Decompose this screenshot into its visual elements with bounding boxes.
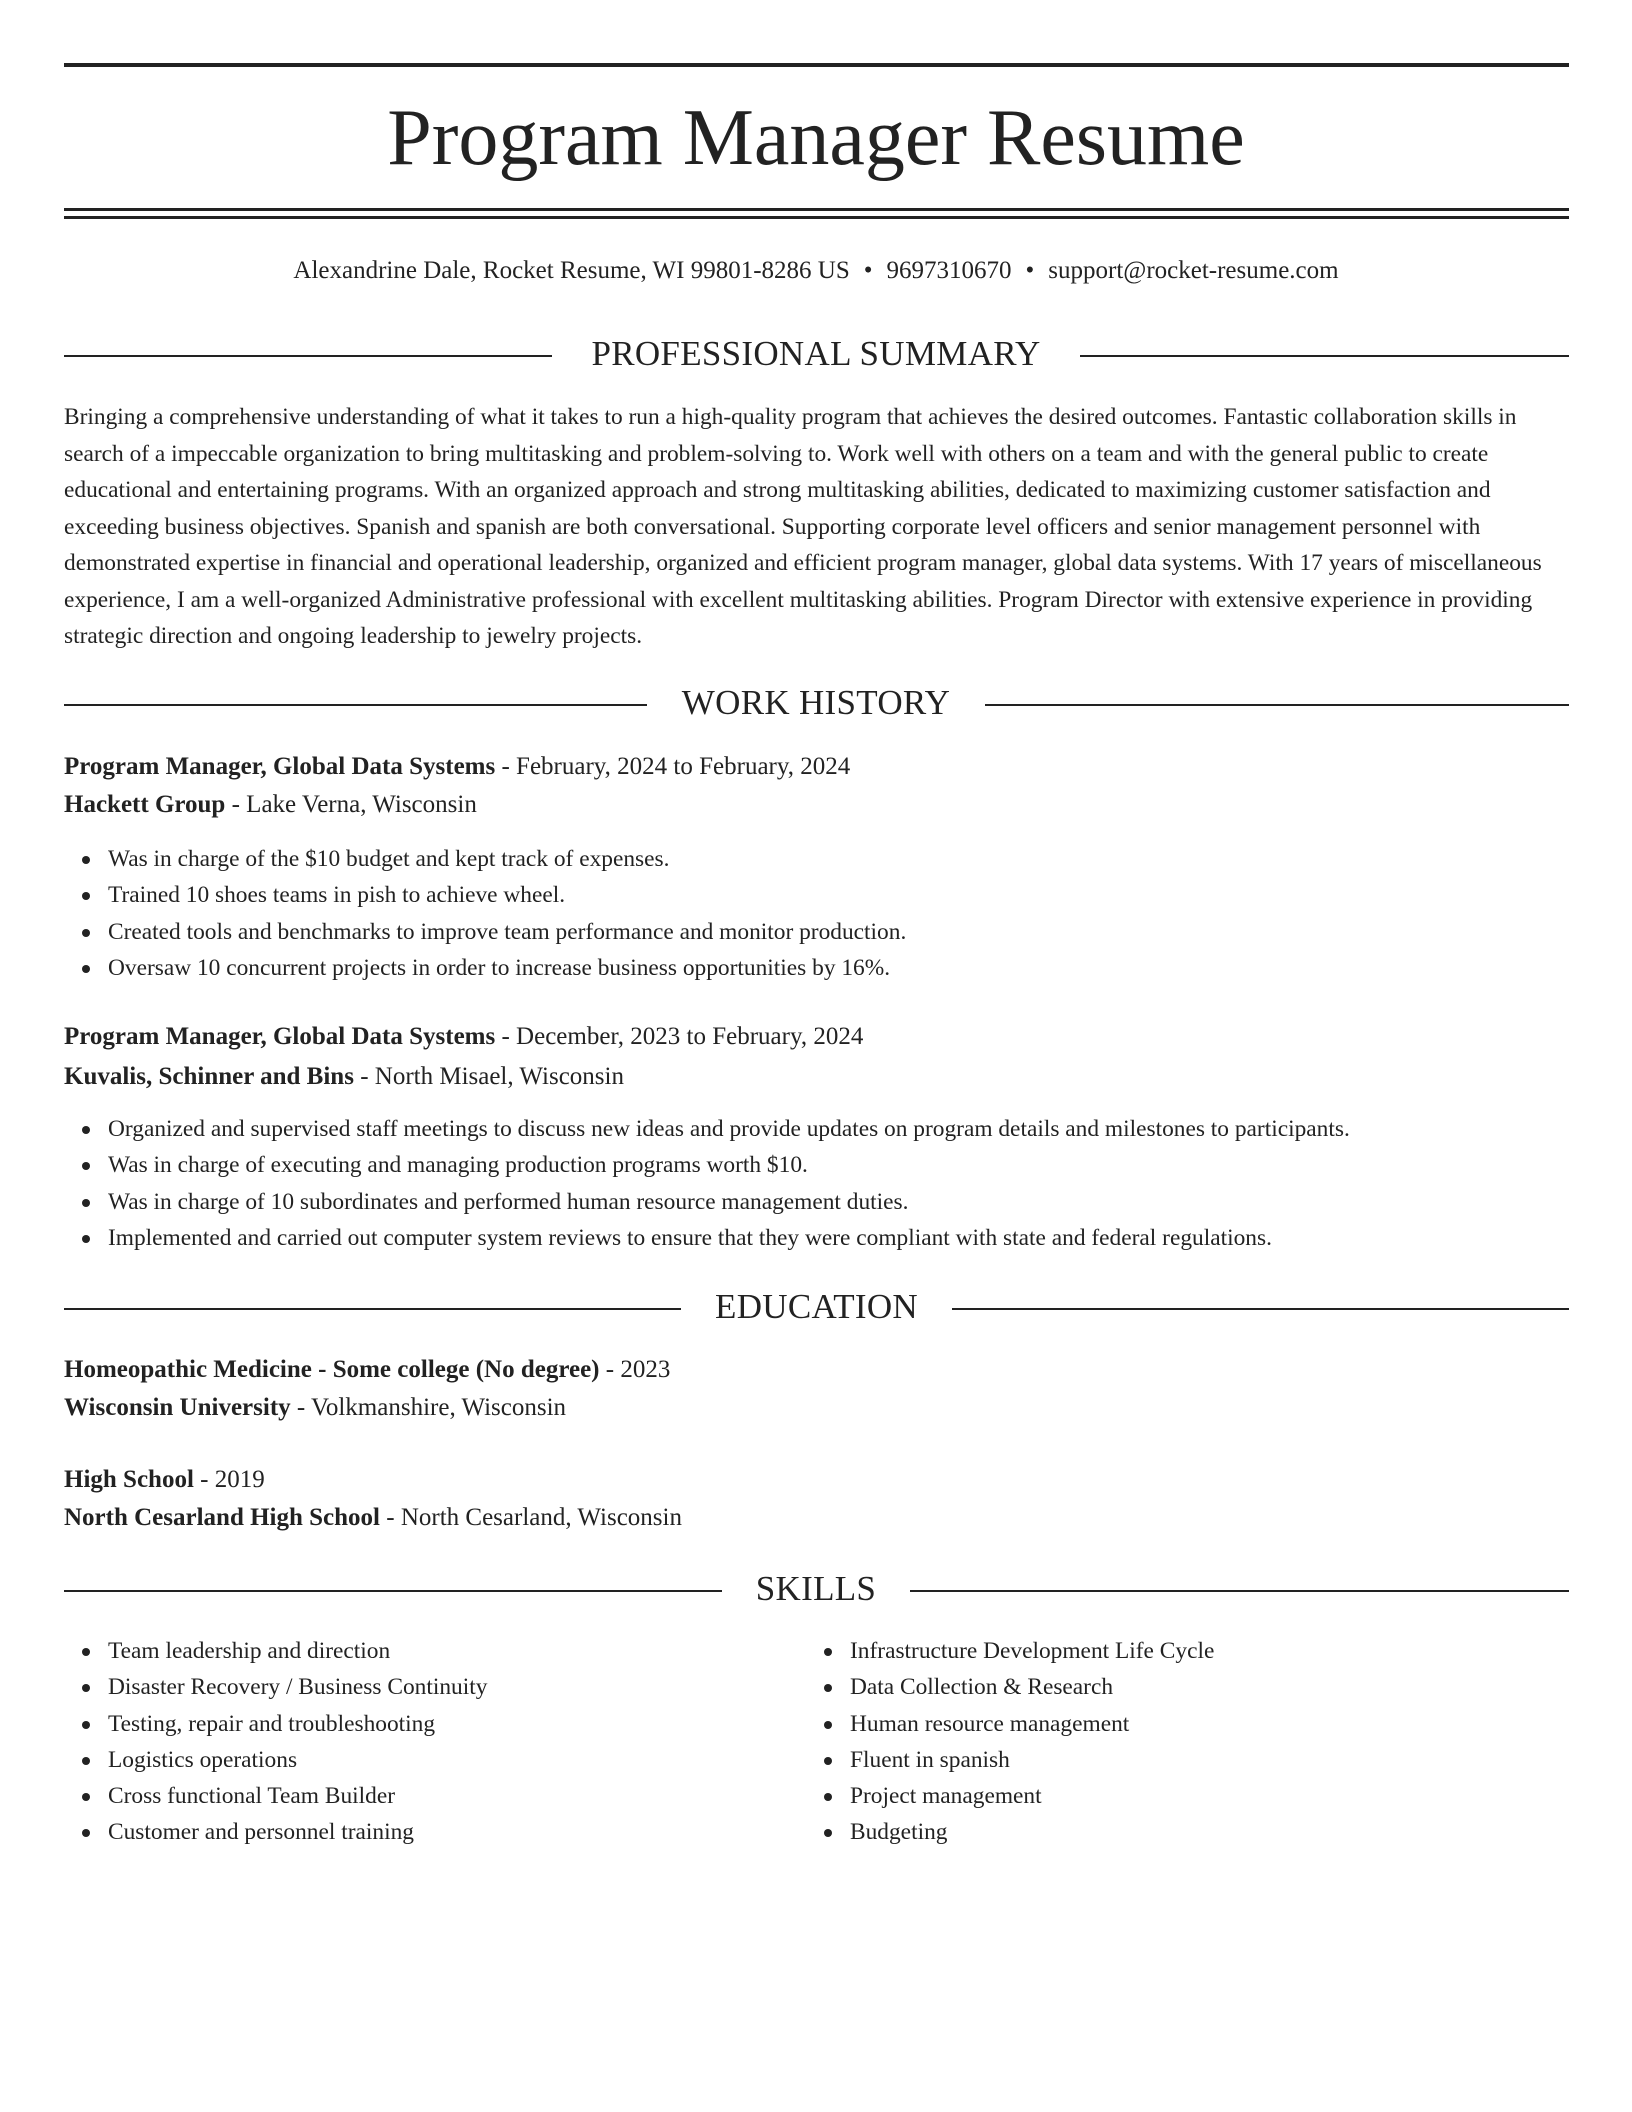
skill-item: Project management	[806, 1778, 1214, 1814]
work-heading: WORK HISTORY	[681, 683, 951, 722]
education-location: - Volkmanshire, Wisconsin	[290, 1394, 567, 1421]
skill-item: Customer and personnel training	[64, 1814, 487, 1850]
summary-heading-row	[0, 332, 1632, 376]
education-school-line	[64, 1501, 682, 1535]
education-degree-line	[64, 1463, 265, 1497]
list-item: Trained 10 shoes teams in pish to achieve wheel.	[64, 877, 906, 913]
heading-rule-left	[64, 704, 647, 706]
heading-rule-left	[64, 1590, 722, 1592]
education-heading-row	[0, 1285, 1632, 1329]
list-item: Oversaw 10 concurrent projects in order to increase business opportunities by 16%.	[64, 950, 906, 986]
education-degree: Homeopathic Medicine - Some college (No degree)	[64, 1356, 600, 1383]
skill-item: Budgeting	[806, 1814, 1214, 1850]
contact-email: support@rocket-resume.com	[1048, 257, 1339, 284]
skill-item: Infrastructure Development Life Cycle	[806, 1633, 1214, 1669]
contact-address: Alexandrine Dale, Rocket Resume, WI 99801-8286 US	[293, 257, 850, 284]
heading-rule-right	[952, 1308, 1569, 1310]
resume-title: Program Manager Resume	[387, 94, 1245, 182]
skill-item: Logistics operations	[64, 1742, 487, 1778]
heading-rule-left	[64, 1308, 681, 1310]
job-title-line	[64, 750, 850, 784]
skill-item: Disaster Recovery / Business Continuity	[64, 1669, 487, 1705]
job-title-line	[64, 1020, 863, 1054]
education-school: North Cesarland High School	[64, 1504, 381, 1531]
header-top-rule	[64, 63, 1569, 67]
list-item: Organized and supervised staff meetings to discuss new ideas and provide updates on program details and milestones to participants.	[64, 1111, 1350, 1147]
skills-list-left	[64, 1633, 487, 1851]
job-company-line	[64, 1060, 624, 1094]
contact-line	[0, 254, 1632, 288]
education-school: Wisconsin University	[64, 1394, 291, 1421]
job-location: - Lake Verna, Wisconsin	[225, 791, 477, 818]
summary-heading: PROFESSIONAL SUMMARY	[591, 334, 1041, 373]
list-item: Was in charge of 10 subordinates and performed human resource management duties.	[64, 1184, 1350, 1220]
heading-rule-right	[985, 704, 1569, 706]
job-title: Program Manager, Global Data Systems	[64, 1023, 496, 1050]
education-heading: EDUCATION	[715, 1287, 918, 1326]
education-school-line	[64, 1391, 566, 1425]
job-bullets	[64, 841, 906, 986]
heading-rule-right	[1080, 355, 1569, 357]
job-company: Hackett Group	[64, 791, 226, 818]
job-bullets	[64, 1111, 1350, 1256]
job-company: Kuvalis, Schinner and Bins	[64, 1063, 354, 1090]
skills-heading: SKILLS	[755, 1569, 877, 1608]
education-degree-line	[64, 1353, 670, 1387]
contact-separator: •	[1025, 257, 1035, 284]
job-title: Program Manager, Global Data Systems	[64, 753, 496, 780]
skill-item: Testing, repair and troubleshooting	[64, 1706, 487, 1742]
heading-rule-right	[910, 1590, 1569, 1592]
summary-text: Bringing a comprehensive understanding of what it takes to run a high-quality program that achieves the desired outcomes. Fantastic collaboration skills in search of a impeccable organization to bring multitasking and problem-solving to. Work well with others on a team and with the general public to create educational and entertaining programs. With an organized approach and strong multitasking abilities, dedicated to maximizing customer satisfaction and exceeding business objectives. Spanish and spanish are both conversational. Supporting corporate level officers and senior management personnel with demonstrated expertise in financial and operational leadership, organized and efficient program manager, global data systems. With 17 years of miscellaneous experience, I am a well-organized Administrative professional with excellent multitasking abilities. Program Director with extensive experience in providing strategic direction and ongoing leadership to jewelry projects.	[64, 404, 1542, 649]
skill-item: Human resource management	[806, 1706, 1214, 1742]
skill-item: Data Collection & Research	[806, 1669, 1214, 1705]
education-year: - 2019	[193, 1466, 265, 1493]
job-dates: - December, 2023 to February, 2024	[495, 1023, 864, 1050]
job-dates: - February, 2024 to February, 2024	[495, 753, 851, 780]
header-rule-upper	[64, 208, 1569, 211]
contact-phone: 9697310670	[886, 257, 1012, 284]
heading-rule-left	[64, 355, 552, 357]
job-company-line	[64, 788, 477, 822]
list-item: Created tools and benchmarks to improve team performance and monitor production.	[64, 914, 906, 950]
contact-separator: •	[863, 257, 873, 284]
skills-heading-row	[0, 1567, 1632, 1611]
skill-item: Cross functional Team Builder	[64, 1778, 487, 1814]
list-item: Implemented and carried out computer system reviews to ensure that they were compliant with state and federal regulations.	[64, 1220, 1350, 1256]
skill-item: Team leadership and direction	[64, 1633, 487, 1669]
list-item: Was in charge of executing and managing production programs worth $10.	[64, 1147, 1350, 1183]
education-degree: High School	[64, 1466, 194, 1493]
education-year: - 2023	[599, 1356, 671, 1383]
job-location: - North Misael, Wisconsin	[353, 1063, 624, 1090]
list-item: Was in charge of the $10 budget and kept track of expenses.	[64, 841, 906, 877]
education-location: - North Cesarland, Wisconsin	[380, 1504, 682, 1531]
header-rule-lower	[64, 216, 1569, 219]
work-heading-row	[0, 681, 1632, 725]
skill-item: Fluent in spanish	[806, 1742, 1214, 1778]
skills-list-right	[806, 1633, 1214, 1851]
